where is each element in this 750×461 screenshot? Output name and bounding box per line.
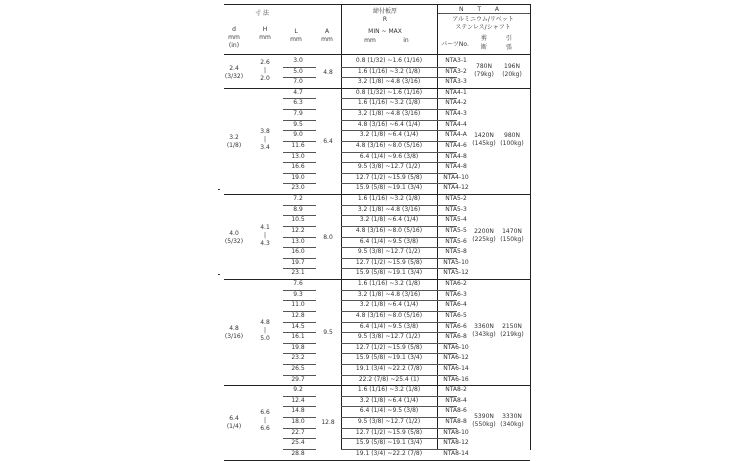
- grip-range: 1.6 (1/16) ~3.2 (1/8): [357, 99, 421, 107]
- grip-range: 15.9 (5/8) ~19.1 (3/4): [355, 354, 423, 362]
- grip-range: 3.2 (1/8) ~4.8 (3/16): [357, 290, 421, 298]
- part-number: NTA8-6: [445, 407, 467, 415]
- part-number: NTA6-2: [445, 280, 467, 288]
- grip-range: 0.8 (1/32) ~1.6 (1/16): [355, 57, 423, 64]
- a-value: 8.0: [323, 233, 333, 241]
- grip-range: 6.4 (1/4) ~9.6 (3/8): [359, 152, 419, 160]
- l-value: 19.0: [291, 173, 305, 181]
- part-no-header: パーツNo.: [441, 41, 469, 48]
- part-number: NTA4-10: [443, 173, 469, 181]
- h-value-top: 3.8: [260, 127, 270, 135]
- part-number: NTA3-1: [445, 57, 467, 64]
- d-unit-in: (in): [228, 42, 240, 49]
- tensile-value: 1470N: [502, 227, 522, 235]
- l-value: 11.0: [291, 301, 305, 309]
- part-number: NTA4-3: [445, 110, 467, 118]
- l-value: 23.0: [291, 184, 305, 192]
- grip-range: 3.2 (1/8) ~4.8 (3/16): [357, 205, 421, 213]
- part-number: NTA6-10: [443, 343, 469, 351]
- grip-range: 3.2 (1/8) ~6.4 (1/4): [359, 301, 419, 309]
- l-value: 9.3: [293, 290, 303, 298]
- grip-range: 4.8 (3/16) ~6.4 (1/4): [357, 120, 421, 128]
- d-label: d: [232, 26, 236, 33]
- part-number: NTA8-8: [445, 418, 467, 426]
- shear-kg-value: (343kg): [472, 331, 496, 339]
- grip-range: 9.5 (3/8) ~12.7 (1/2): [357, 163, 421, 171]
- h-value-top: 4.8: [260, 319, 270, 327]
- grip-r-label: R: [382, 16, 388, 23]
- part-number: NTA4-1: [445, 88, 467, 96]
- l-value: 7.0: [293, 78, 303, 86]
- part-number: NTA8-14: [443, 449, 469, 457]
- grip-range: 9.5 (3/8) ~12.7 (1/2): [357, 333, 421, 341]
- d-inch-value: (3/16): [224, 333, 244, 341]
- tensile-value: 980N: [504, 131, 520, 139]
- l-value: 13.0: [291, 152, 305, 160]
- h-value-top: 6.6: [260, 409, 270, 417]
- grip-in-label: in: [403, 37, 409, 44]
- grip-range: 1.6 (1/16) ~3.2 (1/8): [357, 280, 421, 288]
- l-value: 12.2: [291, 226, 305, 234]
- l-label: L: [294, 28, 298, 35]
- l-value: 16.0: [291, 248, 305, 256]
- material-label: アルミニウム/リベット: [452, 16, 514, 23]
- l-value: 11.6: [291, 141, 305, 149]
- l-value: 14.8: [291, 407, 305, 415]
- h-label: H: [262, 26, 268, 33]
- material-label-2: ステンレス/シャフト: [455, 24, 511, 31]
- l-value: 16.6: [291, 163, 305, 171]
- l-value: 8.9: [293, 205, 303, 213]
- grip-range: 0.8 (1/32) ~1.6 (1/16): [355, 88, 423, 96]
- h-value-top: 4.1: [260, 223, 270, 231]
- d-inch-value: (3/32): [224, 72, 244, 80]
- a-value: 6.4: [323, 137, 333, 145]
- strength-b-label: 断: [480, 44, 488, 51]
- l-value: 4.7: [293, 88, 303, 96]
- grip-range: 6.4 (1/4) ~9.5 (3/8): [359, 237, 419, 245]
- margin-mark: [218, 274, 220, 275]
- part-number: NTA4-8: [445, 152, 467, 160]
- grip-range: 19.1 (3/4) ~22.2 (7/8): [355, 449, 423, 457]
- d-unit: mm: [228, 34, 240, 41]
- grip-mm-label: mm: [364, 37, 376, 44]
- tensile-kg-value: (100kg): [500, 139, 524, 147]
- l-value: 16.1: [291, 333, 305, 341]
- d-value: 2.4: [229, 64, 239, 72]
- grip-range: 15.9 (5/8) ~19.1 (3/4): [355, 439, 423, 447]
- strength-a-label: 剪: [480, 35, 488, 42]
- tensile-value: 2150N: [502, 323, 522, 331]
- part-number: NTA6-5: [445, 311, 467, 319]
- part-number: NTA4-6: [445, 141, 467, 149]
- d-value: 6.4: [229, 415, 239, 423]
- shear-value: 1420N: [474, 131, 494, 139]
- grip-range: 15.9 (5/8) ~19.1 (3/4): [355, 184, 423, 192]
- tensile-kg-value: (20kg): [502, 70, 522, 78]
- l-unit: mm: [290, 36, 302, 43]
- l-value: 19.7: [291, 258, 305, 266]
- h-value-bottom: 2.0: [260, 74, 270, 82]
- shear-value: 2200N: [474, 227, 494, 235]
- grip-range: 15.9 (5/8) ~19.1 (3/4): [355, 269, 423, 277]
- l-value: 7.2: [293, 195, 303, 203]
- part-number: NTA5-8: [445, 248, 467, 256]
- l-value: 9.5: [293, 120, 303, 128]
- part-number: NTA4-4: [445, 120, 467, 128]
- grip-range: 22.2 (7/8) ~25.4 (1): [358, 375, 420, 383]
- grip-range: 1.6 (1/16) ~3.2 (1/8): [357, 386, 421, 394]
- d-inch-value: (1/4): [226, 423, 242, 431]
- grip-range: 9.5 (3/8) ~12.7 (1/2): [357, 248, 421, 256]
- a-value: 9.5: [323, 329, 333, 337]
- grip-range: 9.5 (3/8) ~12.7 (1/2): [357, 418, 421, 426]
- l-value: 7.9: [293, 110, 303, 118]
- h-separator: |: [263, 66, 267, 74]
- grip-range: 6.4 (1/4) ~9.5 (3/8): [359, 407, 419, 415]
- h-value-bottom: 6.6: [260, 425, 270, 433]
- part-number: NTA5-3: [445, 205, 467, 213]
- part-number: NTA4-12: [443, 184, 469, 192]
- l-value: 12.8: [291, 311, 305, 319]
- strength-c-label: 引: [505, 35, 513, 42]
- d-inch-value: (5/32): [224, 237, 244, 245]
- a-value: 12.8: [321, 419, 335, 427]
- shear-value: 3360N: [474, 323, 494, 331]
- grip-range: 12.7 (1/2) ~15.9 (5/8): [355, 173, 423, 181]
- grip-range: 12.7 (1/2) ~15.9 (5/8): [355, 428, 423, 436]
- part-number: NTA8-12: [443, 439, 469, 447]
- l-value: 9.0: [293, 131, 303, 139]
- l-value: 28.8: [291, 449, 305, 457]
- part-number: NTA8-2: [445, 386, 467, 394]
- l-value: 12.4: [291, 396, 305, 404]
- grip-range: 3.2 (1/8) ~6.4 (1/4): [359, 396, 419, 404]
- nta-header: N T A: [458, 6, 506, 13]
- part-number: NTA6-3: [445, 290, 467, 298]
- l-value: 23.2: [291, 354, 305, 362]
- grip-range: 3.2 (1/8) ~6.4 (1/4): [359, 131, 419, 139]
- part-number: NTA5-5: [445, 226, 467, 234]
- part-number: NTA6-4: [445, 301, 467, 309]
- part-number: NTA6-14: [443, 364, 469, 372]
- grip-range: 3.2 (1/8) ~6.4 (1/4): [359, 216, 419, 224]
- grip-range: 4.8 (3/16) ~8.0 (5/16): [355, 141, 423, 149]
- part-number: NTA5-6: [445, 237, 467, 245]
- part-number: NTA8-4: [445, 396, 467, 404]
- part-number: NTA5-10: [443, 258, 469, 266]
- l-value: 5.0: [293, 67, 303, 75]
- a-unit: mm: [321, 36, 333, 43]
- part-number: NTA5-4: [445, 216, 467, 224]
- part-number: NTA3-3: [445, 78, 467, 86]
- grip-range: 4.8 (3/16) ~8.0 (5/16): [355, 226, 423, 234]
- shear-value: 5390N: [474, 413, 494, 421]
- grip-range: 4.8 (3/16) ~8.0 (5/16): [355, 311, 423, 319]
- tensile-kg-value: (219kg): [500, 331, 524, 339]
- h-value-bottom: 3.4: [260, 143, 270, 151]
- part-number: NTA4-8: [445, 163, 467, 171]
- l-value: 10.5: [291, 216, 305, 224]
- l-value: 13.0: [291, 237, 305, 245]
- part-number: NTA5-2: [445, 195, 467, 203]
- l-value: 19.8: [291, 343, 305, 351]
- shear-kg-value: (79kg): [474, 70, 494, 78]
- grip-range: 12.7 (1/2) ~15.9 (5/8): [355, 258, 423, 266]
- part-number: NTA6-16: [443, 375, 469, 383]
- grip-range: 3.2 (1/8) ~4.8 (3/16): [357, 78, 421, 86]
- grip-range: 19.1 (3/4) ~22.2 (7/8): [355, 364, 423, 372]
- l-value: 26.5: [291, 364, 305, 372]
- shear-kg-value: (145kg): [472, 139, 496, 147]
- h-value-top: 2.6: [260, 58, 270, 66]
- grip-header: 締付板厚: [372, 8, 398, 15]
- a-value: 4.8: [323, 68, 333, 76]
- part-number: NTA6-8: [445, 333, 467, 341]
- h-unit: mm: [259, 34, 271, 41]
- d-inch-value: (1/8): [226, 141, 242, 149]
- part-number: NTA5-12: [443, 269, 469, 277]
- h-separator: |: [263, 231, 267, 239]
- l-value: 25.4: [291, 439, 305, 447]
- grip-range: 1.6 (1/16) ~3.2 (1/8): [357, 67, 421, 75]
- part-number: NTA4-2: [445, 99, 467, 107]
- h-value-bottom: 4.3: [260, 239, 270, 247]
- grip-range: 6.4 (1/4) ~9.5 (3/8): [359, 322, 419, 330]
- h-separator: |: [263, 417, 267, 425]
- tensile-value: 3330N: [502, 413, 522, 421]
- part-number: NTA8-10: [443, 428, 469, 436]
- d-value: 4.8: [229, 325, 239, 333]
- l-value: 3.0: [293, 57, 303, 64]
- part-number: NTA3-2: [445, 67, 467, 75]
- tensile-kg-value: (340kg): [500, 421, 524, 429]
- l-value: 23.1: [291, 269, 305, 277]
- shear-kg-value: (550kg): [472, 421, 496, 429]
- d-value: 3.2: [229, 133, 239, 141]
- l-value: 6.3: [293, 99, 303, 107]
- group-divider: [224, 460, 530, 461]
- shear-kg-value: (225kg): [472, 235, 496, 243]
- tensile-value: 196N: [504, 62, 520, 70]
- grip-range-label: MIN ~ MAX: [368, 28, 402, 35]
- l-value: 14.5: [291, 322, 305, 330]
- grip-range: 1.6 (1/16) ~3.2 (1/8): [357, 195, 421, 203]
- margin-mark: [218, 189, 220, 190]
- strength-d-label: 張: [505, 44, 513, 51]
- h-separator: |: [263, 327, 267, 335]
- h-separator: |: [263, 135, 267, 143]
- part-number: NTA4-A: [445, 131, 467, 139]
- a-label: A: [324, 28, 330, 35]
- grip-range: 12.7 (1/2) ~15.9 (5/8): [355, 343, 423, 351]
- grip-range: 3.2 (1/8) ~4.8 (3/16): [357, 110, 421, 118]
- d-value: 4.0: [229, 229, 239, 237]
- l-value: 29.7: [291, 375, 305, 383]
- h-value-bottom: 5.0: [260, 335, 270, 343]
- l-value: 7.6: [293, 280, 303, 288]
- l-value: 18.0: [291, 418, 305, 426]
- l-value: 9.2: [293, 386, 303, 394]
- part-number: NTA6-6: [445, 322, 467, 330]
- dims-header: 寸 法: [255, 10, 269, 17]
- tensile-kg-value: (150kg): [500, 235, 524, 243]
- l-value: 22.7: [291, 428, 305, 436]
- part-number: NTA6-12: [443, 354, 469, 362]
- shear-value: 780N: [476, 62, 492, 70]
